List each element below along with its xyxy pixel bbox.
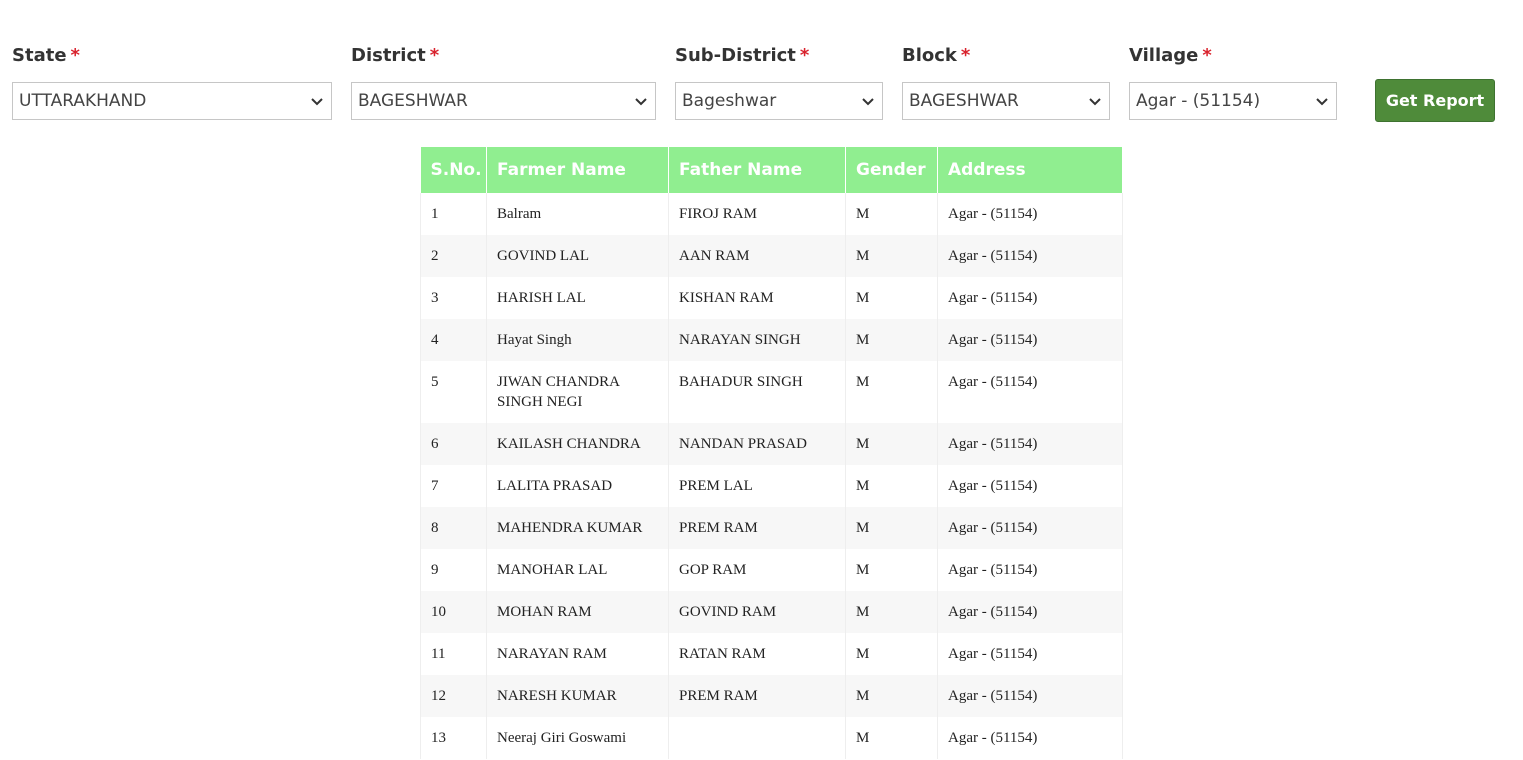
cell-sno: 8 (421, 507, 487, 549)
table-row (421, 361, 1123, 423)
cell-address: Agar - (51154) (938, 193, 1123, 235)
table-row (421, 319, 1123, 361)
village-select[interactable] (1129, 82, 1337, 120)
cell-farmer-name: KAILASH CHANDRA (487, 423, 669, 465)
cell-farmer-name: Balram (487, 193, 669, 235)
cell-address: Agar - (51154) (938, 633, 1123, 675)
cell-farmer-name: Neeraj Giri Goswami (487, 717, 669, 759)
cell-gender: M (846, 361, 938, 423)
chevron-down-icon (859, 92, 877, 110)
state-select[interactable] (12, 82, 332, 120)
district-select-value: BAGESHWAR (358, 91, 468, 111)
cell-gender: M (846, 319, 938, 361)
cell-gender: M (846, 235, 938, 277)
table-header-row (421, 147, 1123, 193)
cell-address: Agar - (51154) (938, 549, 1123, 591)
cell-farmer-name: LALITA PRASAD (487, 465, 669, 507)
block-select-value: BAGESHWAR (909, 91, 1019, 111)
district-field (351, 44, 468, 111)
chevron-down-icon (1086, 92, 1104, 110)
cell-father-name (669, 717, 846, 759)
cell-gender: M (846, 423, 938, 465)
cell-sno: 1 (421, 193, 487, 235)
table-body (421, 193, 1123, 759)
district-label: District * (351, 45, 440, 66)
cell-father-name: PREM LAL (669, 465, 846, 507)
required-mark: * (429, 45, 440, 66)
chevron-down-icon (1313, 92, 1331, 110)
village-label: Village * (1129, 45, 1212, 66)
table-row (421, 193, 1123, 235)
cell-gender: M (846, 633, 938, 675)
cell-father-name: NARAYAN SINGH (669, 319, 846, 361)
table-row (421, 465, 1123, 507)
cell-address: Agar - (51154) (938, 465, 1123, 507)
cell-farmer-name: NARESH KUMAR (487, 675, 669, 717)
cell-farmer-name: NARAYAN RAM (487, 633, 669, 675)
state-label: State * (12, 45, 80, 66)
cell-address: Agar - (51154) (938, 235, 1123, 277)
cell-gender: M (846, 507, 938, 549)
cell-address: Agar - (51154) (938, 423, 1123, 465)
cell-address: Agar - (51154) (938, 675, 1123, 717)
cell-address: Agar - (51154) (938, 507, 1123, 549)
cell-farmer-name: GOVIND LAL (487, 235, 669, 277)
required-mark: * (960, 45, 971, 66)
cell-father-name: GOVIND RAM (669, 591, 846, 633)
sub-district-select-value: Bageshwar (682, 91, 777, 111)
table-row (421, 507, 1123, 549)
cell-farmer-name: Hayat Singh (487, 319, 669, 361)
cell-sno: 3 (421, 277, 487, 319)
header-father-name: Father Name (669, 147, 846, 193)
cell-sno: 4 (421, 319, 487, 361)
table-row (421, 277, 1123, 319)
cell-sno: 6 (421, 423, 487, 465)
cell-father-name: RATAN RAM (669, 633, 846, 675)
get-report-button[interactable]: Get Report (1375, 79, 1495, 122)
cell-sno: 10 (421, 591, 487, 633)
cell-gender: M (846, 591, 938, 633)
block-select[interactable] (902, 82, 1110, 120)
village-field (1129, 44, 1261, 111)
cell-father-name: NANDAN PRASAD (669, 423, 846, 465)
table-row (421, 675, 1123, 717)
state-field (12, 44, 147, 111)
village-select-value: Agar - (51154) (1136, 91, 1261, 111)
cell-father-name: KISHAN RAM (669, 277, 846, 319)
required-mark: * (70, 45, 80, 66)
cell-address: Agar - (51154) (938, 319, 1123, 361)
table-row (421, 633, 1123, 675)
cell-father-name: GOP RAM (669, 549, 846, 591)
cell-farmer-name: JIWAN CHANDRA SINGH NEGI (487, 361, 669, 423)
block-field (902, 44, 1019, 111)
cell-address: Agar - (51154) (938, 277, 1123, 319)
block-label: Block * (902, 45, 971, 66)
table-row (421, 717, 1123, 759)
cell-gender: M (846, 717, 938, 759)
cell-sno: 12 (421, 675, 487, 717)
cell-gender: M (846, 193, 938, 235)
cell-sno: 13 (421, 717, 487, 759)
cell-father-name: PREM RAM (669, 675, 846, 717)
header-gender: Gender (846, 147, 938, 193)
cell-sno: 5 (421, 361, 487, 423)
header-sno: S.No. (421, 147, 487, 193)
cell-address: Agar - (51154) (938, 361, 1123, 423)
cell-gender: M (846, 465, 938, 507)
cell-sno: 11 (421, 633, 487, 675)
state-select-value: UTTARAKHAND (19, 91, 147, 111)
table-row (421, 423, 1123, 465)
sub-district-field (675, 44, 810, 111)
header-address: Address (938, 147, 1123, 193)
cell-farmer-name: MANOHAR LAL (487, 549, 669, 591)
table-row (421, 235, 1123, 277)
chevron-down-icon (632, 92, 650, 110)
cell-gender: M (846, 675, 938, 717)
table-row (421, 549, 1123, 591)
cell-father-name: PREM RAM (669, 507, 846, 549)
cell-father-name: AAN RAM (669, 235, 846, 277)
cell-address: Agar - (51154) (938, 591, 1123, 633)
sub-district-label: Sub-District * (675, 45, 810, 66)
report-table (420, 147, 1123, 759)
header-farmer-name: Farmer Name (487, 147, 669, 193)
cell-gender: M (846, 549, 938, 591)
cell-address: Agar - (51154) (938, 717, 1123, 759)
district-select[interactable] (351, 82, 656, 120)
cell-sno: 9 (421, 549, 487, 591)
cell-sno: 2 (421, 235, 487, 277)
cell-gender: M (846, 277, 938, 319)
chevron-down-icon (308, 92, 326, 110)
cell-farmer-name: HARISH LAL (487, 277, 669, 319)
cell-father-name: FIROJ RAM (669, 193, 846, 235)
cell-farmer-name: MAHENDRA KUMAR (487, 507, 669, 549)
cell-sno: 7 (421, 465, 487, 507)
required-mark: * (1202, 45, 1212, 66)
cell-father-name: BAHADUR SINGH (669, 361, 846, 423)
table-row (421, 591, 1123, 633)
cell-farmer-name: MOHAN RAM (487, 591, 669, 633)
sub-district-select[interactable] (675, 82, 883, 120)
required-mark: * (799, 45, 810, 66)
